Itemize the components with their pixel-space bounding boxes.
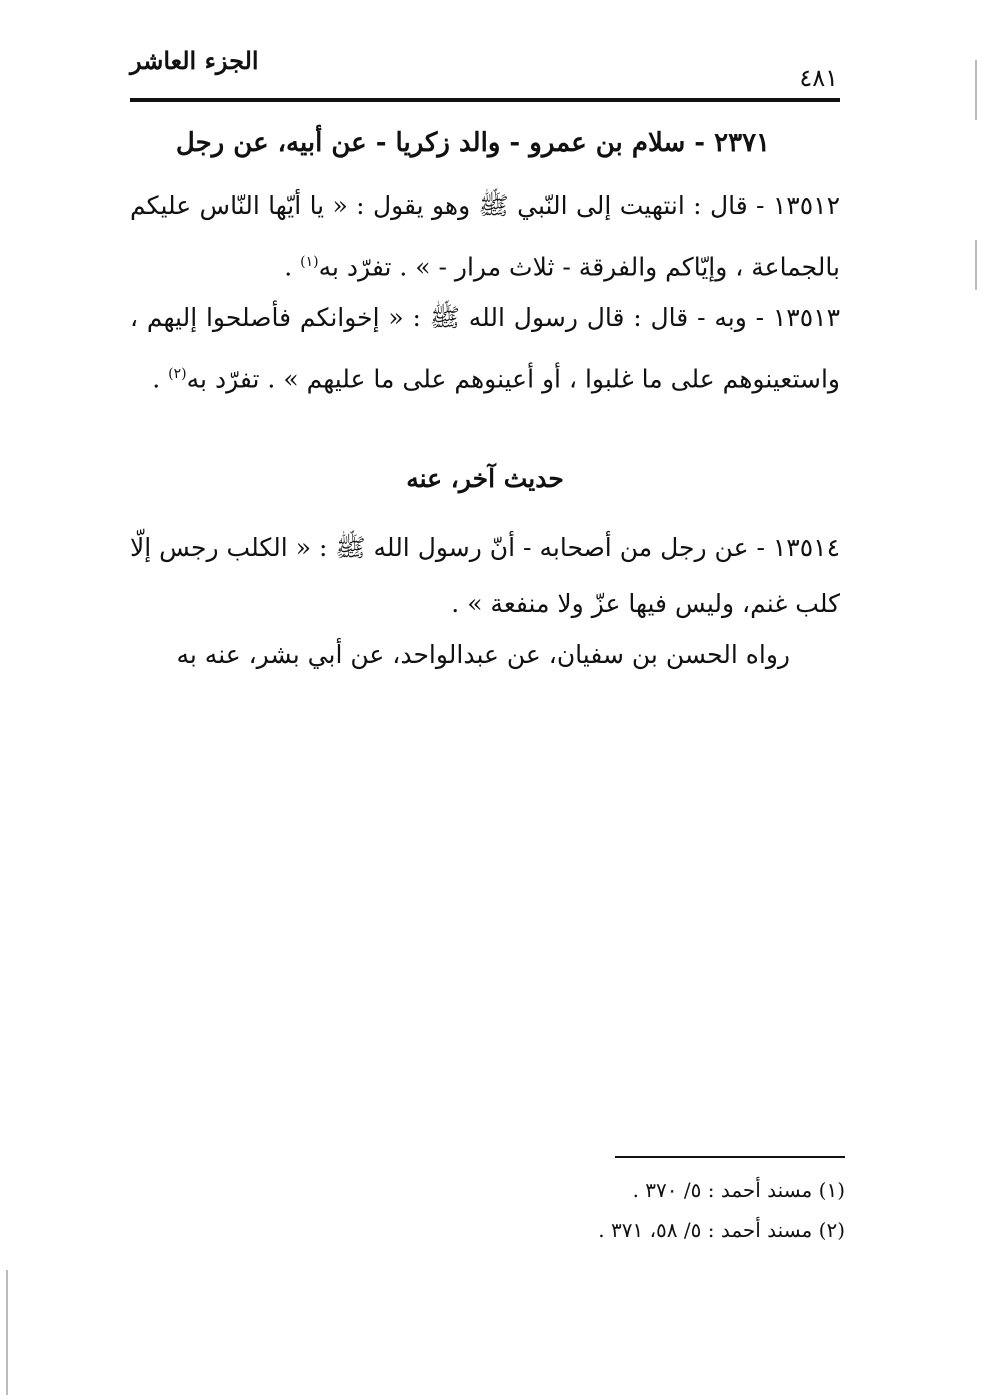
hadith-text: ١٣٥١٢ - قال : انتهيت إلى النّبي ﷺ وهو يقول : « يا أيّها النّاس عليكم بالجماعة ، وإيّاكم والفرقة - ثلاث مرار - » . تفرّد به (130, 191, 840, 282)
section-heading: ٢٣٧١ - سلام بن عمرو - والد زكريا - عن أبيه، عن رجل (175, 128, 770, 158)
scan-margin-mark (975, 240, 977, 290)
scan-margin-mark (6, 1270, 8, 1395)
header-divider (130, 98, 840, 102)
hadith-13513 (130, 290, 840, 407)
footnote-marker: (١) (300, 254, 319, 270)
page-number: ٤٨١ (799, 64, 838, 92)
hadith-text: ١٣٥١٣ - وبه - قال : قال رسول الله ﷺ : « إخوانكم فأصلحوا إليهم ، واستعينوهم على ما غلبوا ، أو أعينوهم على ما عليهم » . تفرّد به (130, 303, 840, 394)
hadith-end: . (152, 364, 169, 394)
footnote-1: (١) مسند أحمد : ٥/ ٣٧٠ . (632, 1178, 845, 1202)
footnote-2: (٢) مسند أحمد : ٥/ ٥٨، ٣٧١ . (598, 1218, 845, 1242)
scan-margin-mark (975, 60, 977, 120)
hadith-13512 (130, 178, 840, 295)
hadith-13514: ١٣٥١٤ - عن رجل من أصحابه - أنّ رسول الله ﷺ : « الكلب رجس إلّا كلب غنم، وليس فيها عزّ ولا منفعة » . (130, 533, 840, 618)
subsection-heading: حديث آخر، عنه (406, 464, 564, 493)
running-header-title: الجزء العاشر (130, 46, 259, 75)
footnote-divider (615, 1156, 845, 1158)
hadith-end: . (284, 252, 301, 282)
footnote-marker: (٢) (168, 366, 187, 382)
narration-line: رواه الحسن بن سفيان، عن عبدالواحد، عن أبي بشر، عنه به (176, 640, 790, 669)
